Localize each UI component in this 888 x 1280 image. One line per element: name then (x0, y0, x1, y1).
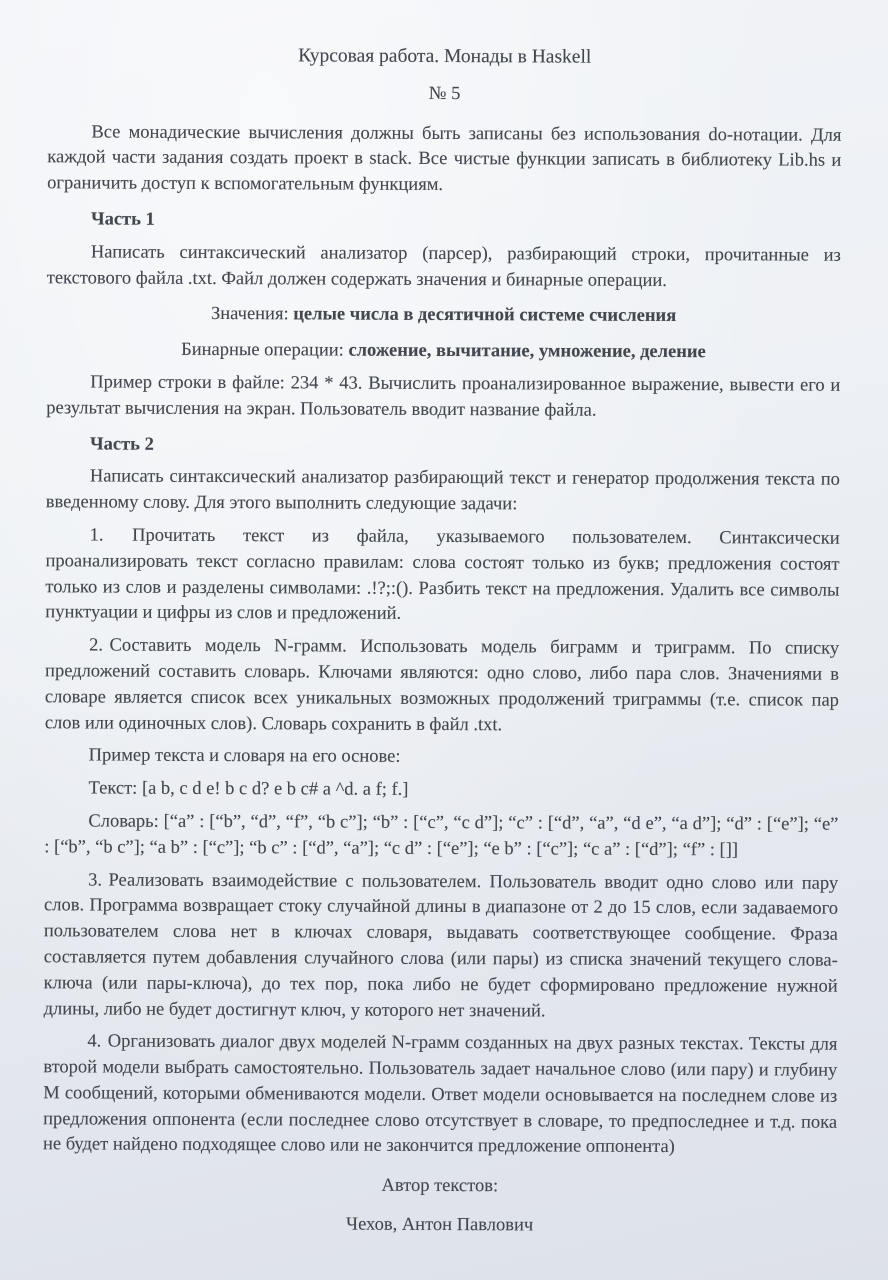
task-item-2-number: 2. (89, 635, 104, 656)
task-item-3-number: 3. (88, 869, 103, 891)
intro-paragraph: Все монадические вычисления должны быть записаны без использования do-нотации. Для каждой части задания создать проект в stack. Все чистые функции записать в библиотеку Lib.hs и ограничить доступ к вспомогательным функциям. (47, 122, 842, 196)
author-label: Автор текстов: (381, 1176, 499, 1197)
part2-task-paragraph: Написать синтаксический анализатор разбирающий текст и генератор продолжения текста по введенному слову. Для этого выполнить следующие задачи: (45, 466, 840, 515)
task-item-4 (43, 1030, 838, 1162)
task-item-2-text: Составить модель N-грамм. Использовать модель биграмм и триграмм. По списку предложений составить словарь. Ключами являются: одно слово, либо пара слов. Значениями в словаре является список всех уникальных возможных продолжений триграммы (т.е. список пар слов или одиночных слов). Словарь сохранить в файл .txt. (44, 635, 840, 735)
part1-heading: Часть 1 (90, 209, 155, 230)
task-item-1 (45, 523, 839, 630)
document-title: Курсовая работа. Монады в Haskell (298, 45, 592, 68)
document-number: № 5 (428, 83, 461, 104)
task-item-3 (44, 868, 839, 1026)
dictionary-example-value: [“a” : [“b”, “d”, “f”, “b c”]; “b” : [“c”, “c d”]; “c” : [“d”, “a”, “d e”, “a d”]; “d” : [“e”]; “e” : [“b”, “b c”]; “a b” : [“c”]; “b c” : [“d”, “a”]; “c d” : [“e”]; “e b” : [“c”]; “c a” : [“d”]; “f” : []] (44, 811, 839, 861)
part2-heading: Часть 2 (90, 434, 154, 455)
task-item-3-text: Реализовать взаимодействие с пользователем. Пользователь вводит одно слово или пару слов. Программа возвращает стоку случайной длины в диапазоне от 2 до 15 слов, если задаваемого пользователем слова нет в ключах словаря, выдавать соответствующее сообщение. Фраза составляется путем добавления случайного слова (или пары) из списка значений текущего слова-ключа (или пары-ключа), до тех пор, пока либо не будет сформировано предложение нужной длины, либо не будет достигнут ключ, у которого нет значений. (43, 870, 839, 1021)
task-item-1-number: 1. (89, 525, 104, 546)
values-line (47, 302, 841, 331)
task-item-2 (45, 633, 839, 740)
binary-ops-text: сложение, вычитание, умножение, деление (348, 340, 706, 363)
binary-ops-label: Бинарные операции: (181, 340, 349, 361)
task-item-4-number: 4. (87, 1031, 102, 1052)
dictionary-example-line (44, 809, 838, 864)
text-example-value: [a b, c d e! b c d? e b c# a ^d. a f; f.] (141, 778, 409, 800)
text-example-line (44, 776, 838, 805)
part1-task-paragraph: Написать синтаксический анализатор (парсер), разбирающий строки, прочитанные из текстового файла .txt. Файл должен содержать значения и бинарные операции. (46, 242, 841, 291)
text-example-label: Текст: (88, 778, 143, 799)
values-text: целые числа в десятичной системе счисления (293, 304, 677, 327)
dictionary-example-label: Словарь: (88, 811, 164, 832)
task-item-1-text: Прочитать текст из файла, указываемого пользователем. Синтаксически проанализировать текст согласно правилам: слова состоят только из букв; предложения состоят только из слов и разделены символами: .!?;:(). Разбить текст на предложения. Удалить все символы пунктуации и цифры из слов и предложений. (45, 525, 840, 625)
values-label: Значения: (210, 304, 294, 325)
author-name: Чехов, Антон Павлович (346, 1214, 534, 1236)
task-item-4-text: Организовать диалог двух моделей N-грамм созданных на двух разных текстах. Тексты для второй модели выбрать самостоятельно. Пользователь задает начальное слово (или пару) и глубину М сообщений, которыми обмениваются модели. Ответ модели основывается на последнем слове из предложения оппонента (если последнее слово отсутствует в словаре, то предпоследнее и т.д. пока не будет найдено подходящее слово или не закончится предложение оппонента) (42, 1031, 838, 1158)
example-intro-paragraph: Пример текста и словаря на его основе: (88, 745, 401, 768)
binary-ops-line (46, 337, 840, 366)
part1-example-paragraph: Пример строки в файле: 234 * 43. Вычислить проанализированное выражение, вывести его и результат вычисления на экран. Пользователь вводит название файла. (46, 372, 841, 421)
